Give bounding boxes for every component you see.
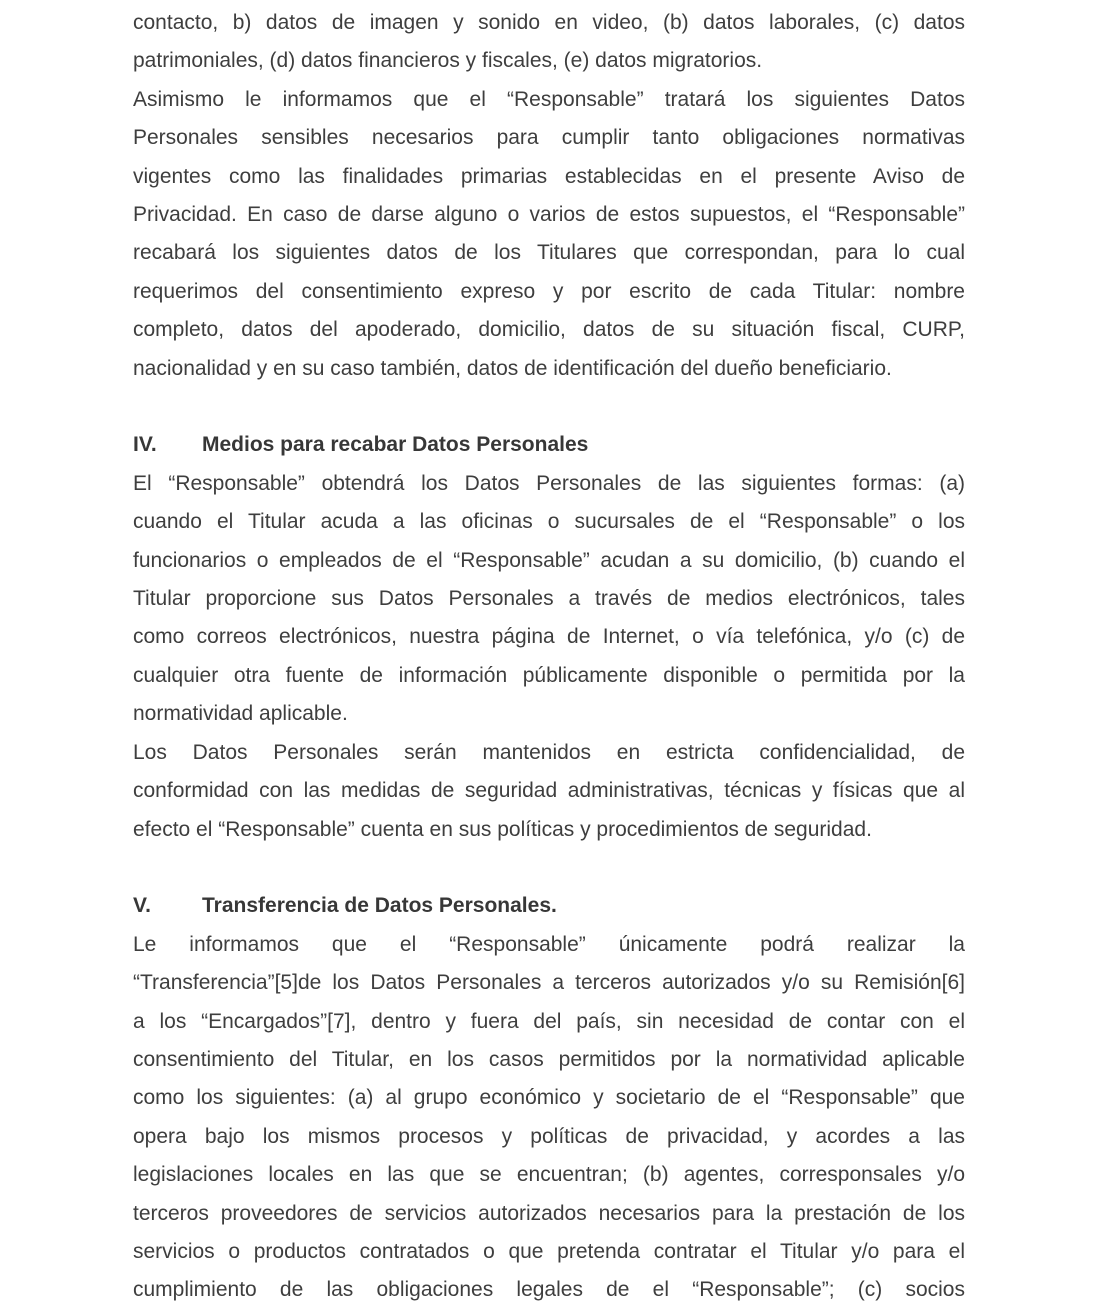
- section-title: Transferencia de Datos Personales.: [202, 894, 557, 918]
- text-line: como correos electrónicos, nuestra página de Internet, o vía telefónica, y/o (c) de: [133, 625, 965, 649]
- text-line: opera bajo los mismos procesos y políticas de privacidad, y acordes a las: [133, 1124, 965, 1148]
- text-line: contacto, b) datos de imagen y sonido en video, (b) datos laborales, (c) datos: [133, 11, 965, 34]
- text-line: vigentes como las finalidades primarias establecidas en el presente Aviso de: [133, 164, 965, 188]
- text-line: cumplimiento de las obligaciones legales de el “Responsable”; (c) socios: [133, 1278, 965, 1302]
- text-line: Privacidad. En caso de darse alguno o varios de estos supuestos, el “Responsable”: [133, 203, 965, 227]
- section-title: Medios para recabar Datos Personales: [202, 433, 589, 457]
- section-number: IV.: [133, 433, 157, 457]
- text-line: Asimismo le informamos que el “Responsable” tratará los siguientes Datos: [133, 87, 965, 111]
- section-heading-iv: [133, 426, 965, 464]
- text-line: a los “Encargados”[7], dentro y fuera del país, sin necesidad de contar con el: [133, 1009, 965, 1033]
- section-number: V.: [133, 894, 151, 918]
- text-line: “Transferencia”[5]de los Datos Personales a terceros autorizados y/o su Remisión[6]: [133, 971, 965, 995]
- text-line: Personales sensibles necesarios para cumplir tanto obligaciones normativas: [133, 126, 965, 150]
- text-line: completo, datos del apoderado, domicilio, datos de su situación fiscal, CURP,: [133, 318, 965, 342]
- text-line: efecto el “Responsable” cuenta en sus políticas y procedimientos de seguridad.: [133, 817, 872, 841]
- text-line: funcionarios o empleados de el “Responsable” acudan a su domicilio, (b) cuando el: [133, 548, 965, 572]
- text-line: Titular proporcione sus Datos Personales a través de medios electrónicos, tales: [133, 587, 965, 611]
- text-line: Le informamos que el “Responsable” únicamente podrá realizar la: [133, 932, 965, 956]
- text-line: recabará los siguientes datos de los Titulares que correspondan, para lo cual: [133, 241, 965, 265]
- text-line: legislaciones locales en las que se encuentran; (b) agentes, corresponsales y/o: [133, 1163, 965, 1187]
- text-line: requerimos del consentimiento expreso y por escrito de cada Titular: nombre: [133, 279, 965, 303]
- paragraph-continuation: [133, 4, 965, 81]
- section-heading-v: [133, 887, 965, 925]
- text-line: como los siguientes: (a) al grupo económico y societario de el “Responsable” que: [133, 1086, 965, 1110]
- paragraph-sensitive-data: [133, 81, 965, 388]
- text-line: Los Datos Personales serán mantenidos en estricta confidencialidad, de: [133, 740, 965, 764]
- text-line: normatividad aplicable.: [133, 702, 348, 726]
- paragraph-transfer: [133, 926, 965, 1310]
- paragraph-confidentiality: [133, 734, 965, 849]
- text-line: nacionalidad y en su caso también, datos de identificación del dueño beneficiario.: [133, 356, 892, 380]
- text-line: cualquier otra fuente de información públicamente disponible o permitida por la: [133, 663, 965, 687]
- text-line: El “Responsable” obtendrá los Datos Personales de las siguientes formas: (a): [133, 471, 965, 495]
- paragraph-collection-means: [133, 465, 965, 734]
- text-line: servicios o productos contratados o que pretenda contratar el Titular y/o para el: [133, 1239, 965, 1263]
- text-line: conformidad con las medidas de seguridad administrativas, técnicas y físicas que al: [133, 779, 965, 803]
- text-line: terceros proveedores de servicios autorizados necesarios para la prestación de los: [133, 1201, 965, 1225]
- text-line: patrimoniales, (d) datos financieros y fiscales, (e) datos migratorios.: [133, 49, 763, 73]
- text-line: cuando el Titular acuda a las oficinas o sucursales de el “Responsable” o los: [133, 510, 965, 534]
- text-line: consentimiento del Titular, en los casos permitidos por la normatividad aplicable: [133, 1047, 965, 1071]
